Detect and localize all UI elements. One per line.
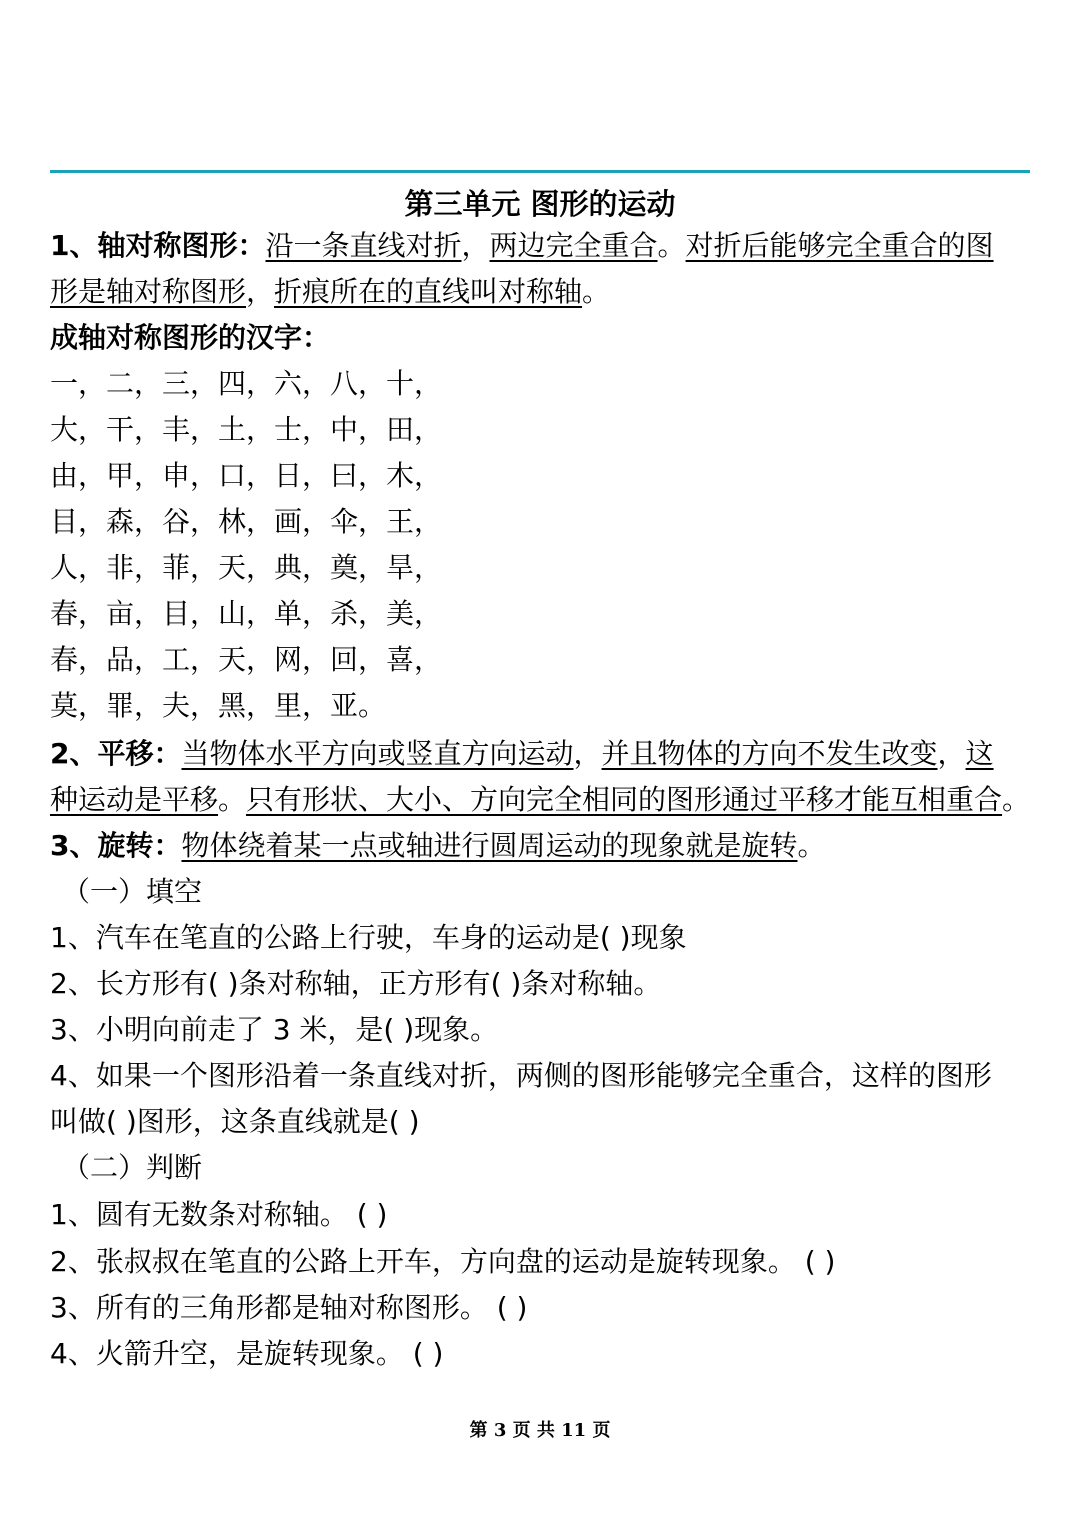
judge-heading: （二）判断 [62,1151,203,1184]
page-title: 第三单元 图形的运动 [404,187,676,221]
section1-line2: 形是轴对称图形，折痕所在的直线叫对称轴。 [50,275,611,308]
fill-question: 3、小明向前走了 3 米，是( )现象。 [50,1013,499,1046]
hanzi-row: 目，森，谷，林，画，伞，王， [50,505,443,538]
fill-question: 4、如果一个图形沿着一条直线对折，两侧的图形能够完全重合，这样的图形 [50,1059,992,1092]
section3-heading: 3、旋转： [50,829,182,862]
section2-line2: 种运动是平移。只有形状、大小、方向完全相同的图形通过平移才能互相重合。 [50,783,1031,816]
section1-text: 折痕所在的直线叫对称轴 [274,275,583,308]
judge-question: 4、火箭升空，是旋转现象。 ( ) [50,1337,444,1370]
section2-heading: 2、平移： [50,737,182,770]
section2-text: 并且物体的方向不发生改变 [601,737,938,770]
section2-text: 只有形状、大小、方向完全相同的图形通过平移才能互相重合 [246,783,1003,816]
hanzi-row: 由，甲，申，口，日，曰，木， [50,459,443,492]
section1-text: 沿一条直线对折 [265,229,462,262]
section1-text: 对折后能够完全重合的图 [685,229,994,262]
section3-text: 物体绕着某一点或轴进行圆周运动的现象就是旋转 [181,829,798,862]
judge-question: 2、张叔叔在笔直的公路上开车，方向盘的运动是旋转现象。 ( ) [50,1245,836,1278]
section1-line1: 1、轴对称图形：沿一条直线对折，两边完全重合。对折后能够完全重合的图 [50,229,994,262]
judge-question: 3、所有的三角形都是轴对称图形。 ( ) [50,1291,528,1324]
section1-text: 形是轴对称图形 [50,275,247,308]
hanzi-row: 人，非，菲，天，典，奠，旱， [50,551,443,584]
hanzi-row: 春，品，工，天，网，回，喜， [50,643,443,676]
section2-line1: 2、平移：当物体水平方向或竖直方向运动，并且物体的方向不发生改变，这 [50,737,994,770]
section2-text: 当物体水平方向或竖直方向运动 [181,737,574,770]
header-rule [50,170,1030,173]
section2-text: 这 [965,737,994,770]
section3-line: 3、旋转：物体绕着某一点或轴进行圆周运动的现象就是旋转。 [50,829,826,862]
page-footer: 第 3 页 共 11 页 [469,1420,611,1441]
hanzi-row: 莫，罪，夫，黑，里，亚。 [50,689,387,722]
section1-heading: 1、轴对称图形： [50,229,266,262]
hanzi-row: 春，亩，目，山，单，杀，美， [50,597,443,630]
judge-question: 1、圆有无数条对称轴。 ( ) [50,1198,388,1231]
fill-question: 1、汽车在笔直的公路上行驶，车身的运动是( )现象 [50,921,687,954]
fill-heading: （一）填空 [62,875,203,908]
section1-text: 两边完全重合 [489,229,658,262]
hanzi-row: 一，二，三，四，六，八，十， [50,367,443,400]
hanzi-row: 大，干，丰，土，士，中，田， [50,413,443,446]
hanzi-heading: 成轴对称图形的汉字： [50,321,331,354]
fill-question: 2、长方形有( )条对称轴，正方形有( )条对称轴。 [50,967,662,1000]
fill-question: 叫做( )图形，这条直线就是( ) [50,1105,420,1138]
section2-text: 种运动是平移 [50,783,219,816]
